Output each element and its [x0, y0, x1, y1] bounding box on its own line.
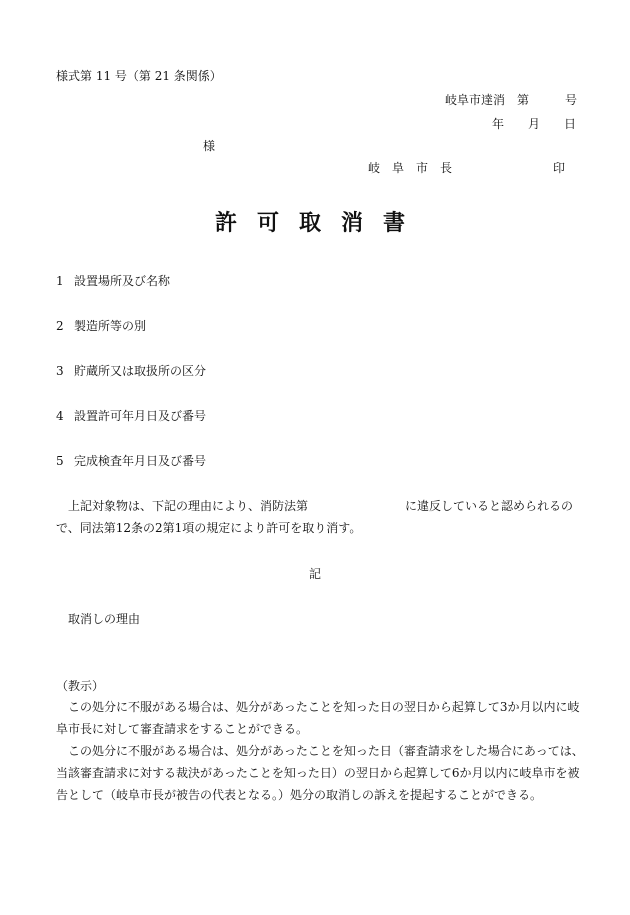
statement-line1-part1: 上記対象物は、下記の理由により、消防法第: [68, 499, 309, 513]
item-number: 4: [56, 409, 64, 423]
seal-mark: 印: [553, 161, 566, 175]
ki-mark: 記: [309, 567, 322, 581]
item-label: 製造所等の別: [74, 319, 147, 333]
item-number: 5: [56, 454, 64, 468]
item-label: 設置許可年月日及び番号: [74, 409, 207, 423]
item-label: 設置場所及び名称: [74, 274, 171, 288]
list-item: [56, 453, 206, 469]
page-title: 許可取消書: [215, 211, 426, 236]
form-number: 様式第 11 号（第 21 条関係）: [56, 69, 222, 83]
date-line: 年 月 日: [492, 117, 577, 131]
item-number: 2: [56, 319, 64, 333]
item-number: 3: [56, 364, 64, 378]
notice-heading: （教示）: [56, 679, 105, 693]
list-item: [56, 363, 206, 379]
document-number: 岐阜市達消 第 号: [445, 93, 578, 107]
addressee-suffix: 様: [203, 139, 216, 153]
issuer: 岐 阜 市 長: [368, 161, 453, 175]
item-label: 貯蔵所又は取扱所の区分: [74, 364, 207, 378]
notice-paragraph-2: この処分に不服がある場合は、処分があったことを知った日（審査請求をした場合にあっては、当該審査請求に対する裁決があったことを知った日）の翌日から起算して6か月以内に岐阜市を被告として（岐阜市長が被告の代表となる。）処分の取消しの訴えを提起することができる。: [56, 744, 584, 802]
list-item: [56, 318, 146, 334]
notice-paragraph-1: この処分に不服がある場合は、処分があったことを知った日の翌日から起算して3か月以内に岐阜市長に対して審査請求をすることができる。: [56, 700, 580, 736]
list-item: [56, 408, 206, 424]
item-label: 完成検査年月日及び番号: [74, 454, 207, 468]
item-number: 1: [56, 274, 64, 288]
statement-line2: で、同法第12条の2第1項の規定により許可を取り消す。: [56, 521, 362, 535]
list-item: [56, 273, 170, 289]
reason-label: 取消しの理由: [68, 612, 141, 626]
statement-line1-part2: に違反していると認められるの: [405, 499, 574, 513]
